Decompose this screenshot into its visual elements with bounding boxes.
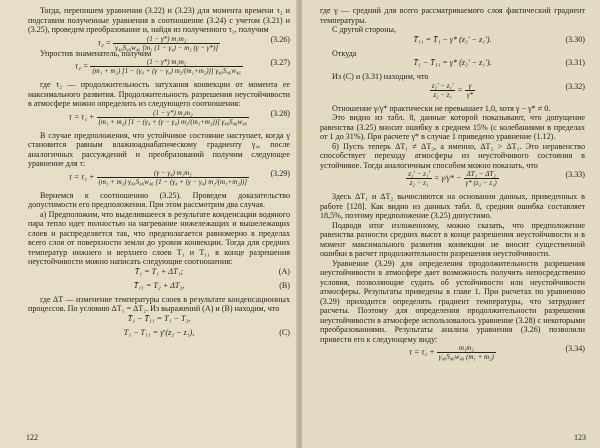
paragraph: Подводя итог изложенному, можно сказать, что предположение равенства разности средних высот в конце разрешения неустойчивости и в момент максимального развития конвекции не вносит существенной ошибки в расчет продолжительности разрешения неустойчивости. xyxy=(320,220,585,258)
equation-number: (3.33) xyxy=(565,170,585,179)
equation-3-29: τ = τ₁ + $\frac{\text{(γ − γ₄) m₁m₂}}{\text{(m₁ + m₂) γ₄₆S₄₆w₄₆ [1 − (γ₄ + (γ − γ₄) m₂/(m₁+m₂))]}}$ (3.29) xyxy=(68,168,290,186)
paragraph: где ΔT — изменение температуры слоев в результате конденсационных процессов. По условию ΔT₁ = ΔT₂. Из выражений (A) и (B) находим, что xyxy=(28,294,290,313)
paragraph: Из (C) и (3.31) находим, что xyxy=(332,72,429,81)
equation-3-30: T̄₁₁ = T̄₁ − γ* (z₂′ − z₁′). (3.30) xyxy=(413,34,585,44)
equation-number: (3.32) xyxy=(565,81,585,91)
equation-number: (3.28) xyxy=(270,108,290,118)
equation-3-27: τ₂ = $\frac{\text{(1 − γ*) m₁m₂}}{\text{(m₁ + m₂) [1 − (γ₄ + (γ − γ₄) m₂/(m₁+m₂))] γ₄₆S₄₆w₄₆}}$ (3.27) xyxy=(75,58,290,75)
equation-number: (3.26) xyxy=(270,34,290,44)
page-number: 123 xyxy=(574,433,586,442)
equation-a: T̄₁ = T₁ + ΔT₁; (A) xyxy=(134,266,290,276)
equation-number: (3.31) xyxy=(565,58,585,67)
paragraph: Отношение γ/γ* практически не превышает 1,0, хотя γ − γ* ≠ 0. xyxy=(332,103,551,113)
equation-3-26: τ₂ = $\frac{\text{(1 − γ*) m₁m₂}}{\text{γ₄₆S₄₆w₄₆ [m₁ (1 − γ₄) − m₂ (γ − γ*)]}}$ (3.26) xyxy=(97,34,290,52)
equation-number: (3.27) xyxy=(270,58,290,67)
equation-3-34: τ = τ₁ + $\frac{\text{m₁m₂}}{\text{γ₄₆S₄₆w₄₆ (m₁ + m₂)}}$ (3.34) xyxy=(409,344,585,361)
paragraph: где τ₂ — продолжительность затухания конвекции от момента ее максимального развития. Продолжительность разрешения неустойчивости в атмосфере можно определить из следующего соотношения: xyxy=(28,80,290,108)
paragraph: Откуда xyxy=(332,48,357,58)
equation-3-31: T̄₁ − T̄₁₁ = γ* (z₂′ − z₁′). (3.31) xyxy=(413,58,585,67)
paragraph: Упростив знаменатель, получим xyxy=(40,48,152,58)
left-page xyxy=(0,0,298,448)
left-column xyxy=(28,6,290,342)
equation-number: (3.29) xyxy=(270,168,290,178)
equation-c: T₁ − T₁₁ = γ̄ (z₂ − z₁), (C) xyxy=(123,327,290,337)
paragraph: Здесь ΔT₁ и ΔT₂ вычисляются на основании данных, приведенных в работе [128]. Как видно из данных табл. 8, средняя ошибка составляет 18,5%, поэтому предположение (3.25) допустимо. xyxy=(320,192,585,220)
equation-b: T̄₁₁ = T₂ + ΔT₂, (B) xyxy=(133,280,290,290)
paragraph: Вернемся к соотношению (3.25). Проведем доказательство допустимости его предположения. При этом рассмотрим два случая. xyxy=(28,190,290,209)
equation-3-28: τ = τ₁ + $\frac{\text{(1 − γ*) m₁m₂}}{\text{(m₁ + m₂) [1 − (γ₄ + (γ − γ₄) m₂/(m₁+m₂))] γ₄₆S₄₆w₄₆}}$ (3.28) xyxy=(68,108,290,126)
paragraph: Это видно из табл. 8, данные которой показывают, что допущение равенства (3.25) вносит ошибку в среднем 15% (с колебаниями в пределах от 1 до 31%). При расчете γ* в случае 1 приведено уравнение (1.12). xyxy=(320,113,585,141)
equation-label: (B) xyxy=(279,280,290,290)
paragraph: Тогда, перепишем уравнения (3.22) и (3.23) для момента времени τ₂ и подставим полученные уравнения в соотношение (3.24) с учетом (3.21) и (3.25), проведем преобразование и, найдя из полученного τ₂, получим xyxy=(28,6,290,34)
right-column xyxy=(320,6,585,366)
equation-3-32: $\frac{\text{z₂′ − z₁′}}{\text{z₂ − z₁}}$ = $\frac{\gamma}{\gamma*}$ (3.32) xyxy=(431,81,585,99)
equation-number: (3.34) xyxy=(565,344,585,353)
equation-label: (C) xyxy=(279,327,290,337)
equation-c1: T̄₁ − T̄₁₁ = T₁ − T₂, xyxy=(127,313,191,323)
equation-number: (3.30) xyxy=(565,34,585,44)
paragraph: В случае предположения, что устойчивое состояние наступает, когда γ становится равным влажноадиабатическому градиенту γ₄, после аналогичных рассуждений и преобразований получим следующее уравнение для τ: xyxy=(28,130,290,168)
paragraph: С другой стороны, xyxy=(332,25,397,34)
equation-3-33: $\frac{\text{z₂′ − z₁′}}{\text{z₂ − z₁}}$ = γ/γ* − $\frac{\text{ΔT₁ − ΔT₂}}{\text{γ* (z₂ − z₁)}}$ (3.33) xyxy=(408,170,585,187)
paragraph: б) Пусть теперь ΔT₁ ≠ ΔT₂, а именно, ΔT₂ > ΔT₁. Это неравенство способствует переходу атмосферы из неустойчивого состояния в устойчивое. Тогда аналогичным способом можно показать, что xyxy=(320,141,585,170)
page-number: 122 xyxy=(26,433,38,442)
equation-label: (A) xyxy=(278,266,290,276)
paragraph: а) Предположим, что выделившееся в результате конденсации водяного пара тепло идет полностью на нагревание нижележащих и вышележащих слоев и распределяется так, что предполагается равномерно в пределах всего слоя от поверхности земли до уровня конвекции. Тогда для средних температур нижнего и верхнего слоев T₁ и T₁₁ в конце разрешения неустойчивости можно написать следующие соотношения: xyxy=(28,209,290,266)
right-page xyxy=(302,0,600,448)
paragraph: Уравнение (3.29) для определения продолжительности разрешения неустойчивости в атмосфере дает возможность получить непосредственно условия, позволяющие судить об устойчивости или неустойчивости атмосферы. Результаты приведены в главе 1. При расчетах по уравнению (3.29) приходится определять градиент температуры, что затрудняет расчеты. Поэтому для определения продолжительности разрешения неустойчивости в атмосфере использовалось уравнение (3.28) с некоторыми преобразованиями. Результаты анализа уравнения (3.26) позволили привести его к следующему виду: xyxy=(320,258,585,344)
paragraph: где γ — средний для всего рассматриваемого слоя фактический градиент температуры. xyxy=(320,6,585,25)
